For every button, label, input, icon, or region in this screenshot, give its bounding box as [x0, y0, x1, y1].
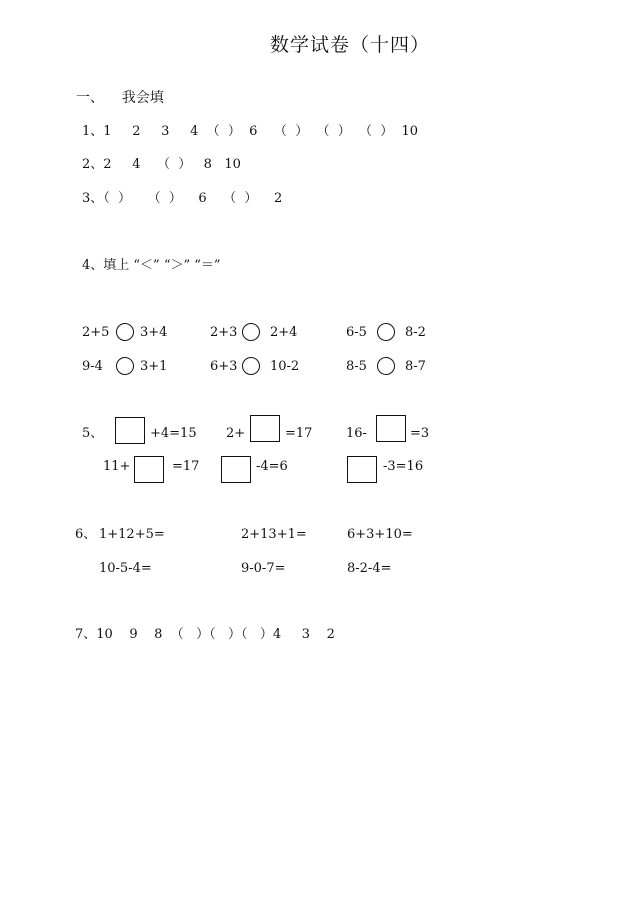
calculation-item: 6+3+10= [347, 527, 413, 542]
fill-box-before: 11+ [103, 459, 131, 474]
fill-box-before: 16- [346, 426, 367, 441]
comparison-left: 2+5 [82, 325, 110, 340]
page-title: 数学试卷（十四） [270, 34, 431, 56]
calculation-item: 10-5-4= [99, 561, 152, 576]
fill-box-after: =3 [410, 426, 430, 441]
comparison-circle-blank[interactable] [377, 357, 395, 375]
question-3-sequence: 3、（ ） （ ） 6 （ ） 2 [82, 191, 283, 206]
comparison-circle-blank[interactable] [116, 323, 134, 341]
comparison-right: 3+1 [140, 359, 168, 374]
comparison-left: 8-5 [346, 359, 367, 374]
comparison-right: 3+4 [140, 325, 168, 340]
calculation-item: 8-2-4= [347, 561, 392, 576]
question-6-label: 6、 [75, 527, 97, 542]
comparison-right: 2+4 [270, 325, 298, 340]
question-1-sequence: 1、1 2 3 4 （ ） 6 （ ） （ ） （ ） 10 [82, 124, 419, 139]
comparison-left: 6-5 [346, 325, 367, 340]
question-4-heading: 4、填上 “＜” “＞” “＝” [82, 258, 221, 273]
comparison-circle-blank[interactable] [377, 323, 395, 341]
calculation-item: 1+12+5= [99, 527, 165, 542]
fill-box-after: =17 [172, 459, 200, 474]
question-7-sequence: 7、10 9 8 （ ）（ ）（ ）4 3 2 [75, 627, 335, 642]
comparison-left: 2+3 [210, 325, 238, 340]
fill-box-after: -3=16 [383, 459, 424, 474]
comparison-right: 8-7 [405, 359, 426, 374]
fill-box-before: 2+ [226, 426, 246, 441]
answer-box[interactable] [347, 456, 377, 483]
question-5-label: 5、 [82, 426, 104, 441]
calculation-item: 2+13+1= [241, 527, 307, 542]
answer-box[interactable] [376, 415, 406, 442]
comparison-left: 9-4 [82, 359, 103, 374]
fill-box-after: -4=6 [256, 459, 288, 474]
comparison-left: 6+3 [210, 359, 238, 374]
question-2-sequence: 2、2 4 （ ） 8 10 [82, 157, 241, 172]
comparison-circle-blank[interactable] [242, 357, 260, 375]
answer-box[interactable] [221, 456, 251, 483]
comparison-circle-blank[interactable] [116, 357, 134, 375]
comparison-right: 8-2 [405, 325, 426, 340]
comparison-circle-blank[interactable] [242, 323, 260, 341]
section-1-heading: 一、 我会填 [76, 90, 164, 106]
answer-box[interactable] [134, 456, 164, 483]
comparison-right: 10-2 [270, 359, 300, 374]
calculation-item: 9-0-7= [241, 561, 286, 576]
fill-box-after: +4=15 [150, 426, 197, 441]
answer-box[interactable] [250, 415, 280, 442]
answer-box[interactable] [115, 417, 145, 444]
fill-box-after: =17 [285, 426, 313, 441]
